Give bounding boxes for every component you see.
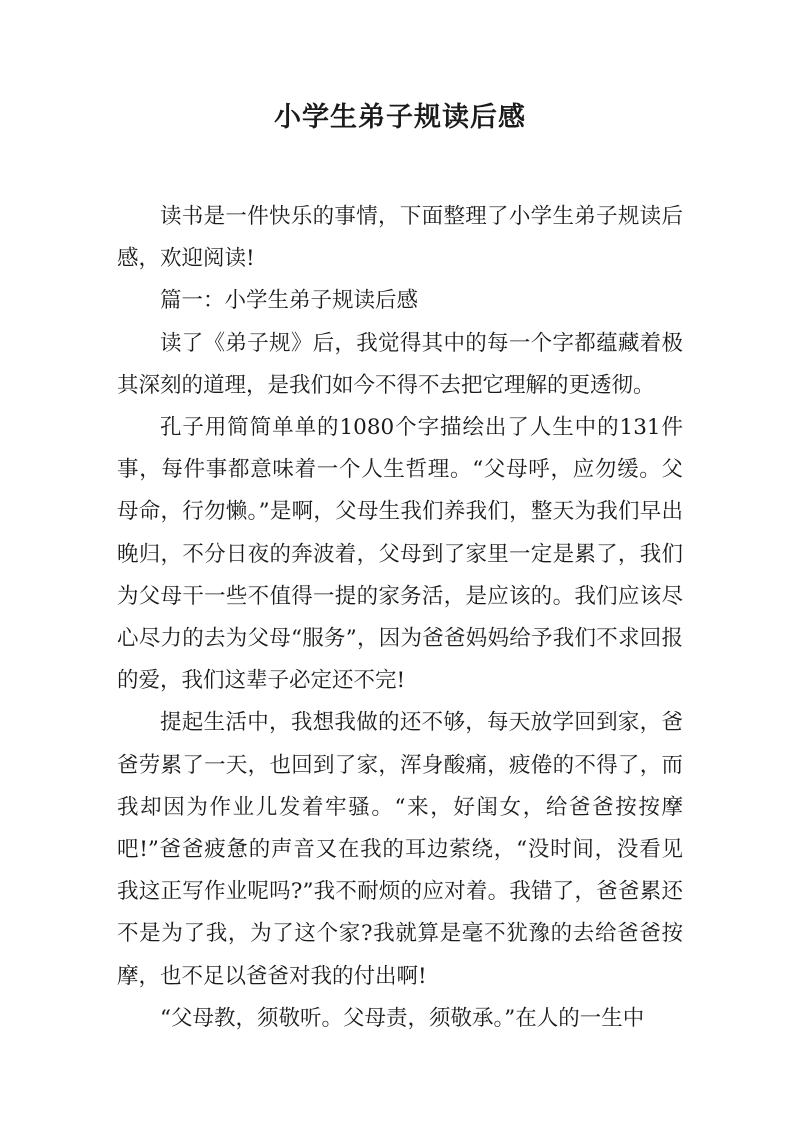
paragraph-1: 读了《弟子规》后，我觉得其中的每一个字都蕴藏着极其深刻的道理，是我们如今不得不去把它理解的更透彻。 [117, 330, 683, 398]
paragraph-3: 提起生活中，我想我做的还不够，每天放学回到家，爸爸劳累了一天，也回到了家，浑身酸痛，疲倦的不得了，而我却因为作业儿发着牢骚。“来，好闺女，给爸爸按按摩吧!”爸爸疲惫的声音又在我的耳边萦绕，“没时间，没看见我这正写作业呢吗?”我不耐烦的应对着。我错了，爸爸累还不是为了我，为了这个家?我就算是毫不犹豫的去给爸爸按摩，也不足以爸爸对我的付出啊! [117, 710, 683, 989]
paragraph-intro: 读书是一件快乐的事情，下面整理了小学生弟子规读后感，欢迎阅读! [117, 204, 683, 272]
paragraph-section-heading: 篇一：小学生弟子规读后感 [160, 288, 419, 314]
document-title: 小学生弟子规读后感 [274, 102, 526, 133]
paragraph-2: 孔子用简简单单的1080个字描绘出了人生中的131件事，每件事都意味着一个人生哲理。“父母呼，应勿缓。父母命，行勿懒。”是啊，父母生我们养我们，整天为我们早出晚归，不分日夜的奔波着，父母到了家里一定是累了，我们为父母干一些不值得一提的家务活，是应该的。我们应该尽心尽力的去为父母“服务”，因为爸爸妈妈给予我们不求回报的爱，我们这辈子必定还不完! [117, 415, 683, 694]
document-body [117, 196, 683, 1040]
paragraph-4: “父母教，须敬听。父母责，须敬承。”在人的一生中 [160, 1005, 645, 1031]
